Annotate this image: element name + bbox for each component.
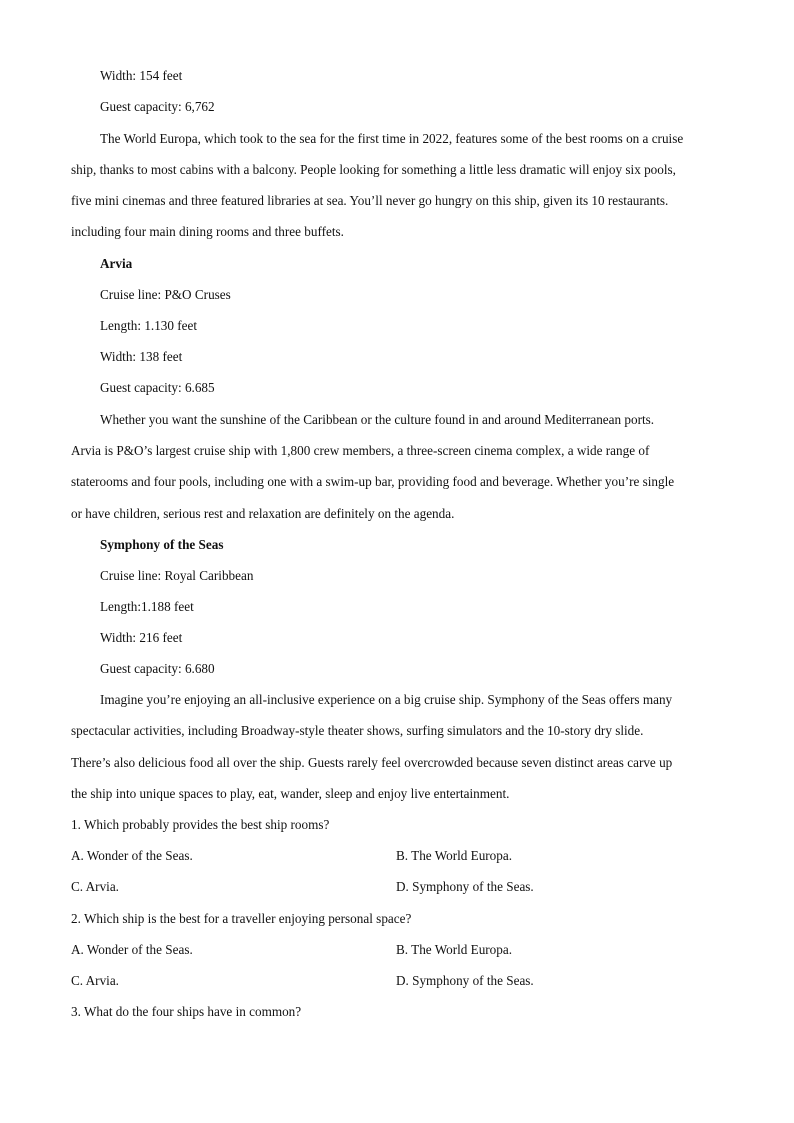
question-2-option-c[interactable]: C. Arvia. bbox=[71, 973, 119, 988]
symphony-desc-line: Imagine you’re enjoying an all-inclusive experience on a big cruise ship. Symphony of the Seas offers many bbox=[100, 692, 673, 707]
symphony-desc-line: the ship into unique spaces to play, eat, wander, sleep and enjoy live entertainment. bbox=[71, 786, 510, 801]
arvia-desc-line: staterooms and four pools, including one with a swim-up bar, providing food and beverage. Whether you’re single bbox=[71, 474, 675, 489]
arvia-width: Width: 138 feet bbox=[100, 349, 183, 364]
europa-desc-line: The World Europa, which took to the sea for the first time in 2022, features some of the best rooms on a cruise bbox=[100, 131, 684, 146]
question-2-option-d[interactable]: D. Symphony of the Seas. bbox=[396, 973, 534, 988]
question-1-option-b[interactable]: B. The World Europa. bbox=[396, 848, 513, 863]
question-1-text: 1. Which probably provides the best ship rooms? bbox=[71, 817, 330, 832]
question-1-option-c[interactable]: C. Arvia. bbox=[71, 879, 119, 894]
symphony-cruise-line: Cruise line: Royal Caribbean bbox=[100, 568, 254, 583]
symphony-capacity: Guest capacity: 6.680 bbox=[100, 661, 215, 676]
arvia-heading: Arvia bbox=[100, 256, 133, 271]
question-2-option-b[interactable]: B. The World Europa. bbox=[396, 942, 513, 957]
question-3-text: 3. What do the four ships have in common? bbox=[71, 1004, 302, 1019]
symphony-desc-line: spectacular activities, including Broadway-style theater shows, surfing simulators and the 10-story dry slide. bbox=[71, 723, 644, 738]
question-1-option-a[interactable]: A. Wonder of the Seas. bbox=[71, 848, 193, 863]
arvia-desc-line: or have children, serious rest and relaxation are definitely on the agenda. bbox=[71, 506, 455, 521]
symphony-desc-line: There’s also delicious food all over the ship. Guests rarely feel overcrowded because seven distinct areas carve up bbox=[71, 755, 673, 770]
europa-desc-line: ship, thanks to most cabins with a balcony. People looking for something a little less dramatic will enjoy six pools, bbox=[71, 162, 676, 177]
arvia-desc-line: Arvia is P&O’s largest cruise ship with 1,800 crew members, a three-screen cinema complex, a wide range of bbox=[71, 443, 650, 458]
europa-capacity: Guest capacity: 6,762 bbox=[100, 99, 215, 114]
arvia-cruise-line: Cruise line: P&O Cruses bbox=[100, 287, 231, 302]
symphony-length: Length:1.188 feet bbox=[100, 599, 194, 614]
symphony-heading: Symphony of the Seas bbox=[100, 537, 224, 552]
europa-desc-line: including four main dining rooms and three buffets. bbox=[71, 224, 344, 239]
arvia-capacity: Guest capacity: 6.685 bbox=[100, 380, 215, 395]
question-2-text: 2. Which ship is the best for a traveller enjoying personal space? bbox=[71, 911, 412, 926]
arvia-desc-line: Whether you want the sunshine of the Caribbean or the culture found in and around Mediterranean ports. bbox=[100, 412, 655, 427]
europa-width: Width: 154 feet bbox=[100, 68, 183, 83]
question-1-option-d[interactable]: D. Symphony of the Seas. bbox=[396, 879, 534, 894]
question-2-option-a[interactable]: A. Wonder of the Seas. bbox=[71, 942, 193, 957]
symphony-width: Width: 216 feet bbox=[100, 630, 183, 645]
arvia-length: Length: 1.130 feet bbox=[100, 318, 198, 333]
europa-desc-line: five mini cinemas and three featured libraries at sea. You’ll never go hungry on this ship, given its 10 restaurants. bbox=[71, 193, 669, 208]
